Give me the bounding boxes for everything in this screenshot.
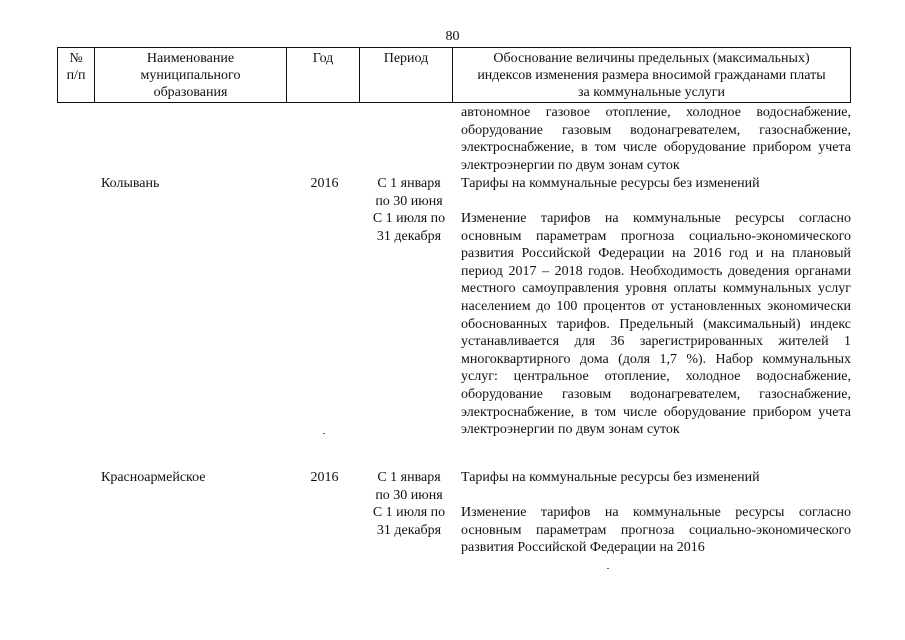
row-krasnoarmeyskoe-basis-2: Изменение тарифов на коммунальные ресурсы согласно основным параметрам прогноза социально-экономического развития Российской Федерации на 2016 xyxy=(461,505,851,556)
header-year: Год xyxy=(287,48,360,103)
scan-speck xyxy=(607,568,609,569)
row-kolyvan-basis-1: Тарифы на коммунальные ресурсы без изменений xyxy=(461,176,760,191)
continuation-basis: автономное газовое отопление, холодное водоснабжение, оборудование газовым водонагревателем, газоснабжение, электроснабжение, в том числе оборудование прибором учета электроэнергии по двум зонам суток xyxy=(461,105,851,173)
header-period: Период xyxy=(360,48,453,103)
header-number: № п/п xyxy=(58,48,95,103)
row-kolyvan-name: Колывань xyxy=(101,176,160,191)
row-kolyvan-period-1: С 1 января по 30 июня xyxy=(375,176,443,209)
header-basis: Обоснование величины предельных (максимальных) индексов изменения размера вносимой гражданами платы за коммунальные услуги xyxy=(453,48,851,103)
row-kolyvan-period-2: С 1 июля по 31 декабря xyxy=(372,211,446,244)
row-krasnoarmeyskoe-period-2: С 1 июля по 31 декабря xyxy=(372,505,446,538)
row-kolyvan-basis-2: Изменение тарифов на коммунальные ресурсы согласно основным параметрам прогноза социально-экономического развития Российской Федерации на 2016 год и на плановый период 2017 – 2018 годов. Необходимость доведения органами местного самоуправления уровня оплаты коммунальных услуг населением до 100 процентов от установленных экономически обоснованных тарифов. Предельный (максимальный) индекс устанавливается для 36 зарегистрированных жителей 1 многоквартирного дома (доля 1,7 %). Набор коммунальных услуг: центральное отопление, холодное водоснабжение, оборудование газовым водонагревателем, газоснабжение, электроснабжение, в том числе оборудование прибором учета электроэнергии по двум зонам суток xyxy=(461,211,851,438)
row-krasnoarmeyskoe-basis-1: Тарифы на коммунальные ресурсы без изменений xyxy=(461,470,760,485)
header-municipality: Наименование муниципального образования xyxy=(95,48,287,103)
table-header xyxy=(57,47,851,103)
row-kolyvan-year: 2016 xyxy=(310,176,339,191)
row-krasnoarmeyskoe-year: 2016 xyxy=(310,470,339,485)
row-krasnoarmeyskoe-period-1: С 1 января по 30 июня xyxy=(375,470,443,503)
page-number: 80 xyxy=(445,29,460,44)
row-krasnoarmeyskoe-name: Красноармейское xyxy=(101,470,206,485)
scan-speck xyxy=(323,433,325,434)
